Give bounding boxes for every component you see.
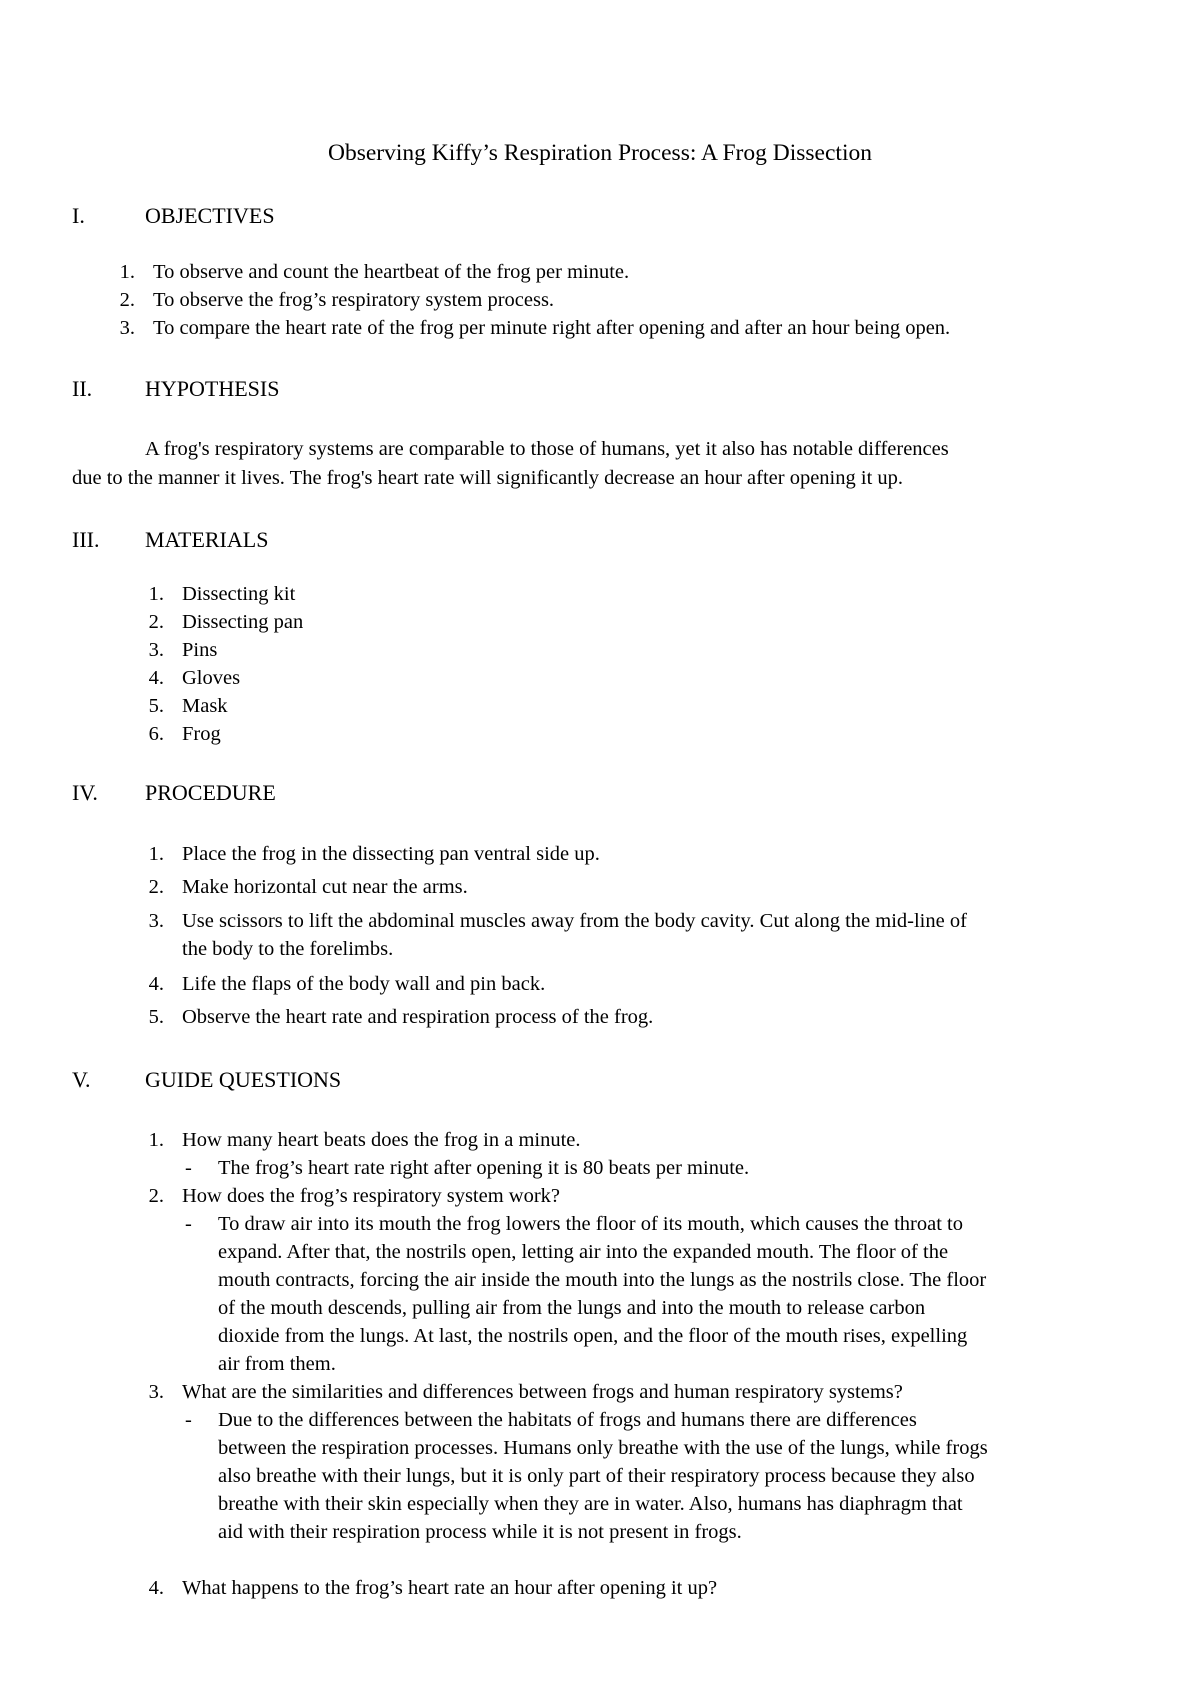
material-number: 2. (148, 611, 164, 633)
material-number: 6. (148, 723, 164, 745)
answer-text-line: To draw air into its mouth the frog lowers the floor of its mouth, which causes the throat to (218, 1213, 963, 1235)
material-number: 4. (148, 667, 164, 689)
answer-dash: - (185, 1213, 192, 1235)
answer-text-line: dioxide from the lungs. At last, the nostrils open, and the floor of the mouth rises, expelling (218, 1325, 968, 1347)
section-numeral-objectives: I. (72, 203, 85, 228)
procedure-number: 4. (148, 973, 164, 995)
section-heading-hypothesis: HYPOTHESIS (145, 376, 280, 401)
section-heading-objectives: OBJECTIVES (145, 203, 275, 228)
section-numeral-materials: III. (72, 527, 100, 552)
procedure-number: 3. (148, 910, 164, 932)
question-text: How does the frog’s respiratory system work? (182, 1185, 561, 1207)
objective-number: 2. (119, 289, 135, 311)
material-number: 5. (148, 695, 164, 717)
material-number: 1. (148, 583, 164, 605)
question-text: What are the similarities and differences between frogs and human respiratory systems? (182, 1381, 903, 1403)
answer-text-line: also breathe with their lungs, but it is only part of their respiratory process because they also (218, 1465, 975, 1487)
material-text: Gloves (182, 667, 241, 689)
objective-number: 1. (119, 261, 135, 283)
question-number: 4. (148, 1577, 164, 1599)
question-number: 1. (148, 1129, 164, 1151)
answer-text-line: breathe with their skin especially when they are in water. Also, humans has diaphragm that (218, 1493, 963, 1515)
procedure-number: 1. (148, 843, 164, 865)
answer-text-line: of the mouth descends, pulling air from the lungs and into the mouth to release carbon (218, 1297, 926, 1319)
procedure-text: Place the frog in the dissecting pan ventral side up. (182, 843, 600, 865)
answer-text-line: aid with their respiration process while it is not present in frogs. (218, 1521, 742, 1543)
question-text: What happens to the frog’s heart rate an hour after opening it up? (182, 1577, 718, 1599)
procedure-text: the body to the forelimbs. (182, 938, 394, 960)
procedure-number: 2. (148, 876, 164, 898)
hypothesis-text-line: due to the manner it lives. The frog's heart rate will significantly decrease an hour after opening it up. (72, 467, 904, 489)
section-heading-procedure: PROCEDURE (145, 780, 276, 805)
procedure-number: 5. (148, 1006, 164, 1028)
material-text: Pins (182, 639, 218, 661)
material-text: Frog (182, 723, 221, 745)
question-text: How many heart beats does the frog in a minute. (182, 1129, 581, 1151)
answer-text-line: Due to the differences between the habitats of frogs and humans there are differences (218, 1409, 917, 1431)
procedure-text: Make horizontal cut near the arms. (182, 876, 468, 898)
material-text: Dissecting pan (182, 611, 304, 633)
procedure-text: Life the flaps of the body wall and pin back. (182, 973, 546, 995)
objective-text: To observe the frog’s respiratory system process. (153, 289, 555, 311)
answer-text-line: between the respiration processes. Humans only breathe with the use of the lungs, while frogs (218, 1437, 988, 1459)
section-numeral-guide-questions: V. (72, 1067, 91, 1092)
material-number: 3. (148, 639, 164, 661)
answer-text-line: air from them. (218, 1353, 336, 1375)
answer-text-line: mouth contracts, forcing the air inside the mouth into the lungs as the nostrils close. The floor (218, 1269, 987, 1291)
answer-dash: - (185, 1409, 192, 1431)
answer-text-line: The frog’s heart rate right after opening it is 80 beats per minute. (218, 1157, 750, 1179)
objective-number: 3. (119, 317, 135, 339)
material-text: Dissecting kit (182, 583, 296, 605)
procedure-text: Observe the heart rate and respiration process of the frog. (182, 1006, 654, 1028)
procedure-text: Use scissors to lift the abdominal muscles away from the body cavity. Cut along the mid-line of (182, 910, 967, 932)
section-numeral-hypothesis: II. (72, 376, 93, 401)
answer-dash: - (185, 1157, 192, 1179)
objective-text: To compare the heart rate of the frog per minute right after opening and after an hour being open. (153, 317, 951, 339)
section-heading-materials: MATERIALS (145, 527, 269, 552)
objective-text: To observe and count the heartbeat of the frog per minute. (153, 261, 630, 283)
section-heading-guide-questions: GUIDE QUESTIONS (145, 1067, 342, 1092)
answer-text-line: expand. After that, the nostrils open, letting air into the expanded mouth. The floor of the (218, 1241, 949, 1263)
section-numeral-procedure: IV. (72, 780, 98, 805)
document-title: Observing Kiffy’s Respiration Process: A Frog Dissection (328, 140, 872, 166)
hypothesis-text-line: A frog's respiratory systems are comparable to those of humans, yet it also has notable differences (145, 438, 949, 460)
question-number: 2. (148, 1185, 164, 1207)
material-text: Mask (182, 695, 228, 717)
question-number: 3. (148, 1381, 164, 1403)
